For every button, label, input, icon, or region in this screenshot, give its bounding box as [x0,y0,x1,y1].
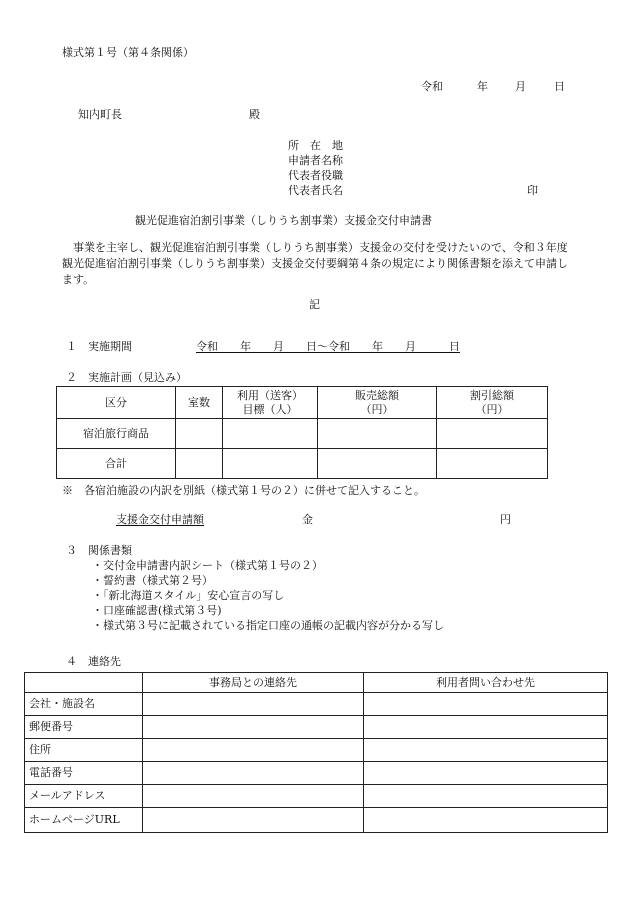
header-rooms: 室数 [176,387,223,419]
contact-row-postal [25,716,608,739]
contact-header-row [25,673,608,693]
list-item: ・様式第３号に記載されている指定口座の通帳の記載内容が分かる写し [92,619,444,632]
list-item: ・誓約書（様式第２号） [92,574,213,587]
contact-row-company [25,693,608,716]
contact-row-email [25,785,608,808]
rep-title-label: 代表者役職 [288,169,343,182]
contact-header-office: 事務局との連絡先 [143,673,364,693]
contact-row-phone [25,762,608,785]
contact-row-address [25,739,608,762]
plan-row-total [57,449,548,479]
contact-cell[interactable] [143,693,364,716]
section1-label: １ 実施期間 [66,340,132,353]
cell-target[interactable] [223,419,318,449]
header-target [223,387,318,419]
applicant-name-label: 申請者名称 [288,154,343,167]
header-discount-line2: （円） [475,402,509,416]
contact-header-blank [25,673,143,693]
plan-table [56,386,548,479]
grant-yen: 円 [500,513,511,526]
grant-kin: 金 [302,513,313,526]
contact-cell[interactable] [364,808,608,833]
section2-label: ２ 実施計画（見込み） [66,371,187,384]
form-number: 様式第１号（第４条関係） [62,46,194,59]
plan-row-travel-product [57,419,548,449]
rep-name-label: 代表者氏名 [288,184,343,197]
contact-label-company: 会社・施設名 [25,693,143,716]
header-target-line2: 目標（人） [242,402,298,416]
date-year: 年 [477,80,488,93]
list-item: ・口座確認書(様式第３号) [92,604,222,617]
contact-cell[interactable] [143,785,364,808]
list-item: ・「新北海道スタイル」安心宣言の写し [92,589,285,602]
section3-label: ３ 関係書類 [66,544,132,557]
header-target-line1: 利用（送客） [237,389,303,403]
seal-mark: 印 [527,184,538,197]
contact-label-postal: 郵便番号 [25,716,143,739]
contact-cell[interactable] [364,762,608,785]
plan-note: ※ 各宿泊施設の内訳を別紙（様式第１号の２）に併せて記入すること。 [62,484,425,497]
date-day: 日 [554,80,565,93]
cell-sales[interactable] [318,419,437,449]
contact-label-address: 住所 [25,739,143,762]
contact-table [24,672,608,833]
list-item: ・交付金申請書内訳シート（様式第１号の２） [92,559,323,572]
contact-label-homepage: ホームページURL [25,808,143,833]
contact-cell[interactable] [364,739,608,762]
cell-total-rooms[interactable] [176,449,223,479]
contact-row-homepage [25,808,608,833]
contact-label-email: メールアドレス [25,785,143,808]
cell-rooms[interactable] [176,419,223,449]
header-discount-line1: 割引総額 [470,389,514,403]
grant-label: 支援金交付申請額 [116,513,204,526]
contact-cell[interactable] [364,693,608,716]
date-era: 令和 [421,80,443,93]
intro-paragraph: 事業を主宰し、観光促進宿泊割引事業（しりうち割事業）支援金の交付を受けたいので、令和３年度観光促進宿泊割引事業（しりうち割事業）支援金交付要綱第４条の規定により関係書類を添えて申請します。 [62,241,568,286]
ki-mark: 記 [309,298,320,311]
recipient: 知内町長 [78,108,122,121]
header-sales-line1: 販売総額 [355,389,399,403]
date-month: 月 [515,80,526,93]
row-label-travel-product: 宿泊旅行商品 [57,419,176,449]
header-category: 区分 [57,387,176,419]
cell-discount[interactable] [437,419,548,449]
contact-label-phone: 電話番号 [25,762,143,785]
cell-total-target[interactable] [223,449,318,479]
honorific: 殿 [249,108,260,121]
plan-table-header-row [57,387,548,419]
cell-total-sales[interactable] [318,449,437,479]
contact-cell[interactable] [364,785,608,808]
document-title: 観光促進宿泊割引事業（しりうち割事業）支援金交付申請書 [135,214,432,227]
section4-label: ４ 連絡先 [66,655,121,668]
contact-header-user: 利用者問い合わせ先 [364,673,608,693]
cell-total-discount[interactable] [437,449,548,479]
row-label-total: 合計 [57,449,176,479]
contact-cell[interactable] [364,716,608,739]
implementation-period: 令和 年 月 日～令和 年 月 日 [196,340,460,353]
header-discount [437,387,548,419]
grant-amount-line [116,513,514,526]
address-label: 所 在 地 [288,139,343,152]
contact-cell[interactable] [143,716,364,739]
header-sales [318,387,437,419]
header-sales-line2: （円） [360,402,394,416]
contact-cell[interactable] [143,739,364,762]
contact-cell[interactable] [143,808,364,833]
contact-cell[interactable] [143,762,364,785]
